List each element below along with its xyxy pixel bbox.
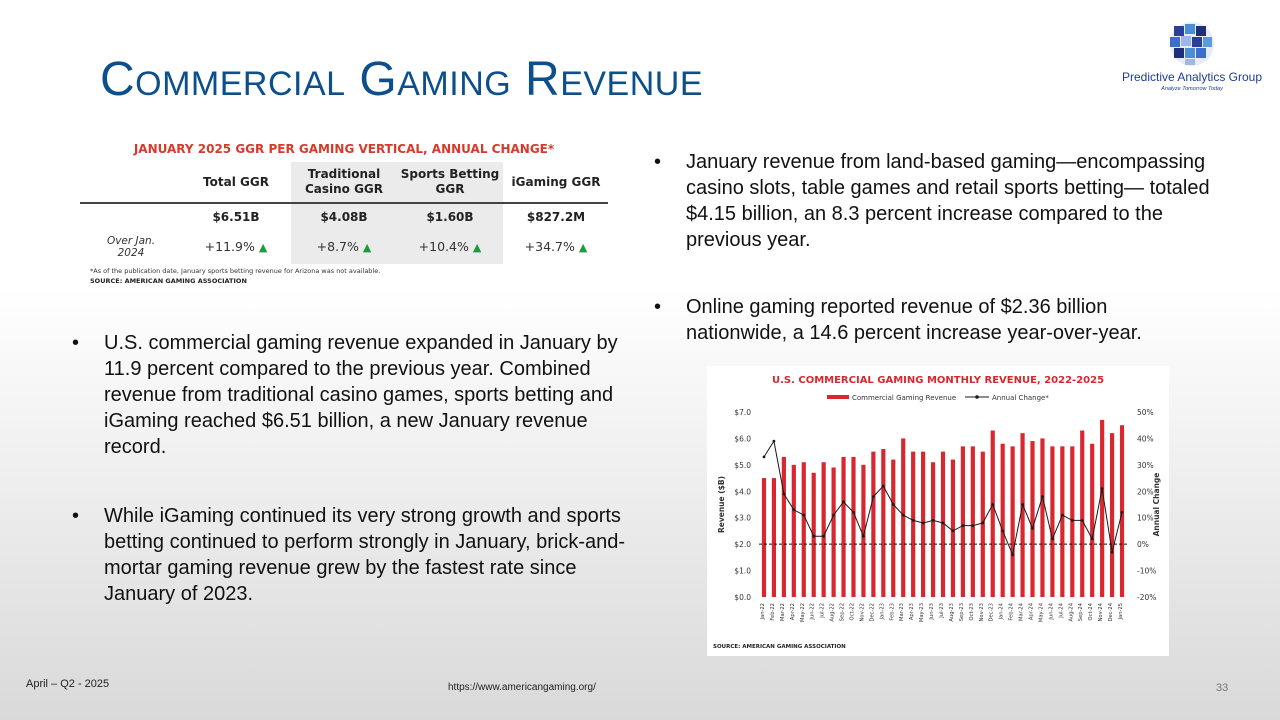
table-note: *As of the publication date, January sports betting revenue for Arizona was not available. bbox=[90, 267, 381, 275]
bar bbox=[1040, 438, 1044, 597]
bar bbox=[871, 452, 875, 597]
x-tick-label: Nov-23 bbox=[978, 603, 985, 622]
x-tick-label: Sep-23 bbox=[958, 603, 965, 622]
line-point bbox=[872, 495, 875, 498]
table-header: Sports Betting GGR bbox=[400, 167, 500, 196]
bar bbox=[1090, 444, 1094, 597]
x-tick-label: Dec-23 bbox=[988, 603, 995, 622]
x-tick-label: Feb-23 bbox=[889, 603, 896, 621]
bar bbox=[1110, 433, 1114, 597]
bar bbox=[1100, 420, 1104, 597]
bar bbox=[1030, 441, 1034, 597]
legend-label: Commercial Gaming Revenue bbox=[852, 394, 957, 402]
table-value: $6.51B bbox=[212, 210, 260, 224]
bar bbox=[851, 457, 855, 597]
logo-tagline: Analyze Tomorrow Today bbox=[1161, 86, 1223, 92]
y-axis-label: Revenue ($B) bbox=[717, 475, 726, 534]
x-tick-label: Mar-23 bbox=[899, 603, 906, 621]
x-tick-label: Aug-22 bbox=[829, 603, 836, 622]
x-tick-label: Jul-22 bbox=[819, 603, 826, 618]
up-triangle-icon: ▲ bbox=[258, 241, 268, 254]
y-tick-label: $4.0 bbox=[734, 487, 751, 497]
x-tick-label: Dec-24 bbox=[1108, 603, 1115, 622]
x-tick-label: Mar-22 bbox=[779, 603, 786, 621]
bar bbox=[901, 438, 905, 597]
table-value: $4.08B bbox=[320, 210, 368, 224]
table-value: $1.60B bbox=[426, 210, 474, 224]
x-tick-label: Jan-22 bbox=[760, 603, 766, 620]
y2-tick-label: 0% bbox=[1137, 540, 1149, 550]
ggr-table bbox=[66, 128, 622, 290]
table-header: iGaming GGR bbox=[511, 175, 601, 189]
line-point bbox=[1051, 538, 1054, 541]
footer-date: April – Q2 - 2025 bbox=[26, 678, 110, 690]
x-tick-label: Jun-24 bbox=[1048, 603, 1055, 620]
revenue-chart bbox=[707, 366, 1169, 656]
line-point bbox=[763, 456, 766, 459]
x-tick-label: Oct-23 bbox=[968, 603, 975, 621]
line-point bbox=[971, 524, 974, 527]
x-tick-label: Jan-25 bbox=[1118, 603, 1124, 620]
y2-tick-label: -10% bbox=[1137, 566, 1157, 576]
line-point bbox=[1091, 538, 1094, 541]
line-point bbox=[773, 440, 776, 443]
bar bbox=[841, 457, 845, 597]
table-change: +8.7% ▲ bbox=[316, 239, 372, 254]
bar bbox=[1060, 446, 1064, 597]
x-tick-label: Sep-22 bbox=[839, 603, 846, 622]
footer-url: https://www.americangaming.org/ bbox=[448, 682, 596, 693]
bullet-left-2: • While iGaming continued its very strong growth and sports betting continued to perform strongly in January, brick-and-mortar gaming revenue grew by the fastest rate since January of 2023. bbox=[72, 505, 626, 605]
table-change: +10.4% ▲ bbox=[418, 239, 482, 254]
bullet-dot: • bbox=[654, 296, 662, 318]
table-header: Traditional Casino GGR bbox=[304, 167, 384, 196]
x-tick-label: May-23 bbox=[919, 603, 926, 623]
x-tick-label: Jul-24 bbox=[1058, 603, 1065, 618]
bar bbox=[1011, 446, 1015, 597]
line-point bbox=[1061, 514, 1064, 517]
up-triangle-icon: ▲ bbox=[362, 241, 372, 254]
bullet-dot: • bbox=[72, 332, 80, 354]
x-tick-label: Apr-24 bbox=[1028, 603, 1035, 621]
y-tick-label: $6.0 bbox=[734, 434, 751, 444]
line-point bbox=[1121, 511, 1124, 514]
x-tick-label: Mar-24 bbox=[1018, 603, 1025, 621]
x-tick-label: Apr-22 bbox=[789, 603, 796, 621]
table-change: +34.7% ▲ bbox=[524, 239, 588, 254]
table-source: SOURCE: AMERICAN GAMING ASSOCIATION bbox=[90, 277, 247, 285]
line-point bbox=[942, 522, 945, 525]
y2-tick-label: 20% bbox=[1137, 487, 1154, 497]
y2-tick-label: 30% bbox=[1137, 460, 1154, 470]
x-tick-label: May-22 bbox=[799, 603, 806, 623]
table-change: +11.9% ▲ bbox=[204, 239, 268, 254]
line-point bbox=[882, 485, 885, 488]
x-tick-label: Jan-24 bbox=[998, 603, 1005, 620]
bar bbox=[1020, 433, 1024, 597]
bar bbox=[961, 446, 965, 597]
revenue-chart-svg bbox=[707, 366, 1169, 656]
line-point bbox=[962, 524, 965, 527]
bar bbox=[792, 465, 796, 597]
line-point bbox=[922, 522, 925, 525]
bar bbox=[762, 478, 766, 597]
x-tick-label: Jan-23 bbox=[879, 603, 886, 620]
x-tick-label: Nov-24 bbox=[1098, 603, 1105, 622]
bar bbox=[971, 446, 975, 597]
y2-tick-label: 40% bbox=[1137, 434, 1154, 444]
line-point bbox=[783, 493, 786, 496]
bar bbox=[881, 449, 885, 597]
up-triangle-icon: ▲ bbox=[578, 241, 588, 254]
bullet-dot: • bbox=[72, 505, 80, 527]
bar bbox=[891, 460, 895, 597]
y-tick-label: $5.0 bbox=[734, 460, 751, 470]
line-point bbox=[991, 503, 994, 506]
line-point bbox=[912, 519, 915, 522]
y-tick-label: $0.0 bbox=[734, 593, 751, 602]
legend-marker bbox=[975, 395, 979, 399]
x-tick-label: Oct-22 bbox=[849, 603, 856, 621]
table-title: JANUARY 2025 GGR PER GAMING VERTICAL, ANNUAL CHANGE* bbox=[133, 142, 555, 156]
line-point bbox=[981, 522, 984, 525]
line-point bbox=[842, 501, 845, 504]
y2-axis-label: Annual Change bbox=[1152, 472, 1161, 537]
y-tick-label: $3.0 bbox=[734, 513, 751, 523]
bar bbox=[1001, 444, 1005, 597]
row-label: Over Jan. 2024 bbox=[106, 235, 156, 259]
x-tick-label: Aug-23 bbox=[948, 603, 955, 622]
puzzle-globe-icon bbox=[1112, 18, 1272, 70]
bullet-dot: • bbox=[654, 151, 662, 173]
bullet-left-1: • U.S. commercial gaming revenue expanded in January by 11.9 percent compared to the previous year. Combined revenue from traditional casino games, sports betting and iGaming reached $6.51 billion, a new January revenue record. bbox=[72, 332, 618, 458]
up-triangle-icon: ▲ bbox=[472, 241, 482, 254]
x-tick-label: Aug-24 bbox=[1068, 603, 1075, 622]
bar bbox=[782, 457, 786, 597]
bar bbox=[822, 462, 826, 597]
x-tick-label: Dec-22 bbox=[869, 603, 876, 622]
page-number: 33 bbox=[1216, 682, 1229, 694]
bar bbox=[1050, 446, 1054, 597]
chart-title: U.S. COMMERCIAL GAMING MONTHLY REVENUE, 2022-2025 bbox=[771, 375, 1105, 386]
bar bbox=[772, 478, 776, 597]
logo bbox=[1112, 18, 1272, 98]
line-point bbox=[792, 508, 795, 511]
line-point bbox=[1101, 487, 1104, 490]
line-point bbox=[862, 535, 865, 538]
bar bbox=[991, 431, 995, 598]
line-point bbox=[1111, 551, 1114, 554]
line-point bbox=[1021, 503, 1024, 506]
x-tick-label: Jul-23 bbox=[939, 603, 945, 618]
x-tick-label: Nov-22 bbox=[859, 603, 866, 622]
y2-tick-label: 50% bbox=[1137, 408, 1154, 417]
line-point bbox=[812, 535, 815, 538]
bar bbox=[911, 452, 915, 597]
line-point bbox=[832, 514, 835, 517]
line-point bbox=[1081, 519, 1084, 522]
line-point bbox=[1001, 530, 1004, 533]
bar bbox=[832, 468, 836, 598]
line-point bbox=[802, 514, 805, 517]
bar bbox=[1080, 431, 1084, 598]
x-tick-label: Jun-23 bbox=[929, 603, 936, 620]
legend-label: Annual Change* bbox=[992, 394, 1049, 402]
line-point bbox=[892, 503, 895, 506]
line-point bbox=[932, 519, 935, 522]
table-rule bbox=[80, 202, 608, 204]
line-point bbox=[1071, 519, 1074, 522]
x-tick-label: Feb-24 bbox=[1008, 603, 1015, 621]
table-header: Total GGR bbox=[203, 175, 269, 189]
line-point bbox=[1041, 495, 1044, 498]
line-point bbox=[822, 535, 825, 538]
logo-name: Predictive Analytics Group bbox=[1121, 70, 1263, 84]
bullet-right-2: • Online gaming reported revenue of $2.36 billion nationwide, a 14.6 percent increase year-over-year. bbox=[654, 296, 1142, 344]
slide-title: Commercial Gaming Revenue bbox=[100, 53, 704, 106]
x-tick-label: Apr-23 bbox=[909, 603, 916, 621]
y2-tick-label: 10% bbox=[1137, 513, 1154, 523]
bullet-right-1: • January revenue from land-based gaming—encompassing casino slots, table games and retail sports betting— totaled $4.15 billion, an 8.3 percent increase compared to the previous year. bbox=[654, 151, 1210, 251]
y2-tick-label: -20% bbox=[1137, 593, 1157, 602]
x-tick-label: Oct-24 bbox=[1088, 603, 1095, 621]
y-tick-label: $7.0 bbox=[734, 408, 751, 417]
x-tick-label: Feb-22 bbox=[769, 603, 776, 621]
chart-source: SOURCE: AMERICAN GAMING ASSOCIATION bbox=[713, 644, 846, 650]
line-point bbox=[952, 530, 955, 533]
bar bbox=[802, 462, 806, 597]
bar bbox=[951, 460, 955, 597]
line-point bbox=[1031, 527, 1034, 530]
x-tick-label: May-24 bbox=[1038, 603, 1045, 623]
y-tick-label: $2.0 bbox=[734, 540, 751, 550]
line-point bbox=[902, 514, 905, 517]
x-tick-label: Jun-22 bbox=[809, 603, 816, 620]
line-point bbox=[1011, 553, 1014, 556]
table-value: $827.2M bbox=[526, 210, 586, 224]
y-tick-label: $1.0 bbox=[734, 566, 751, 576]
x-tick-label: Sep-24 bbox=[1078, 603, 1085, 622]
legend-swatch-bars bbox=[827, 395, 849, 399]
line-point bbox=[852, 511, 855, 514]
bar bbox=[931, 462, 935, 597]
